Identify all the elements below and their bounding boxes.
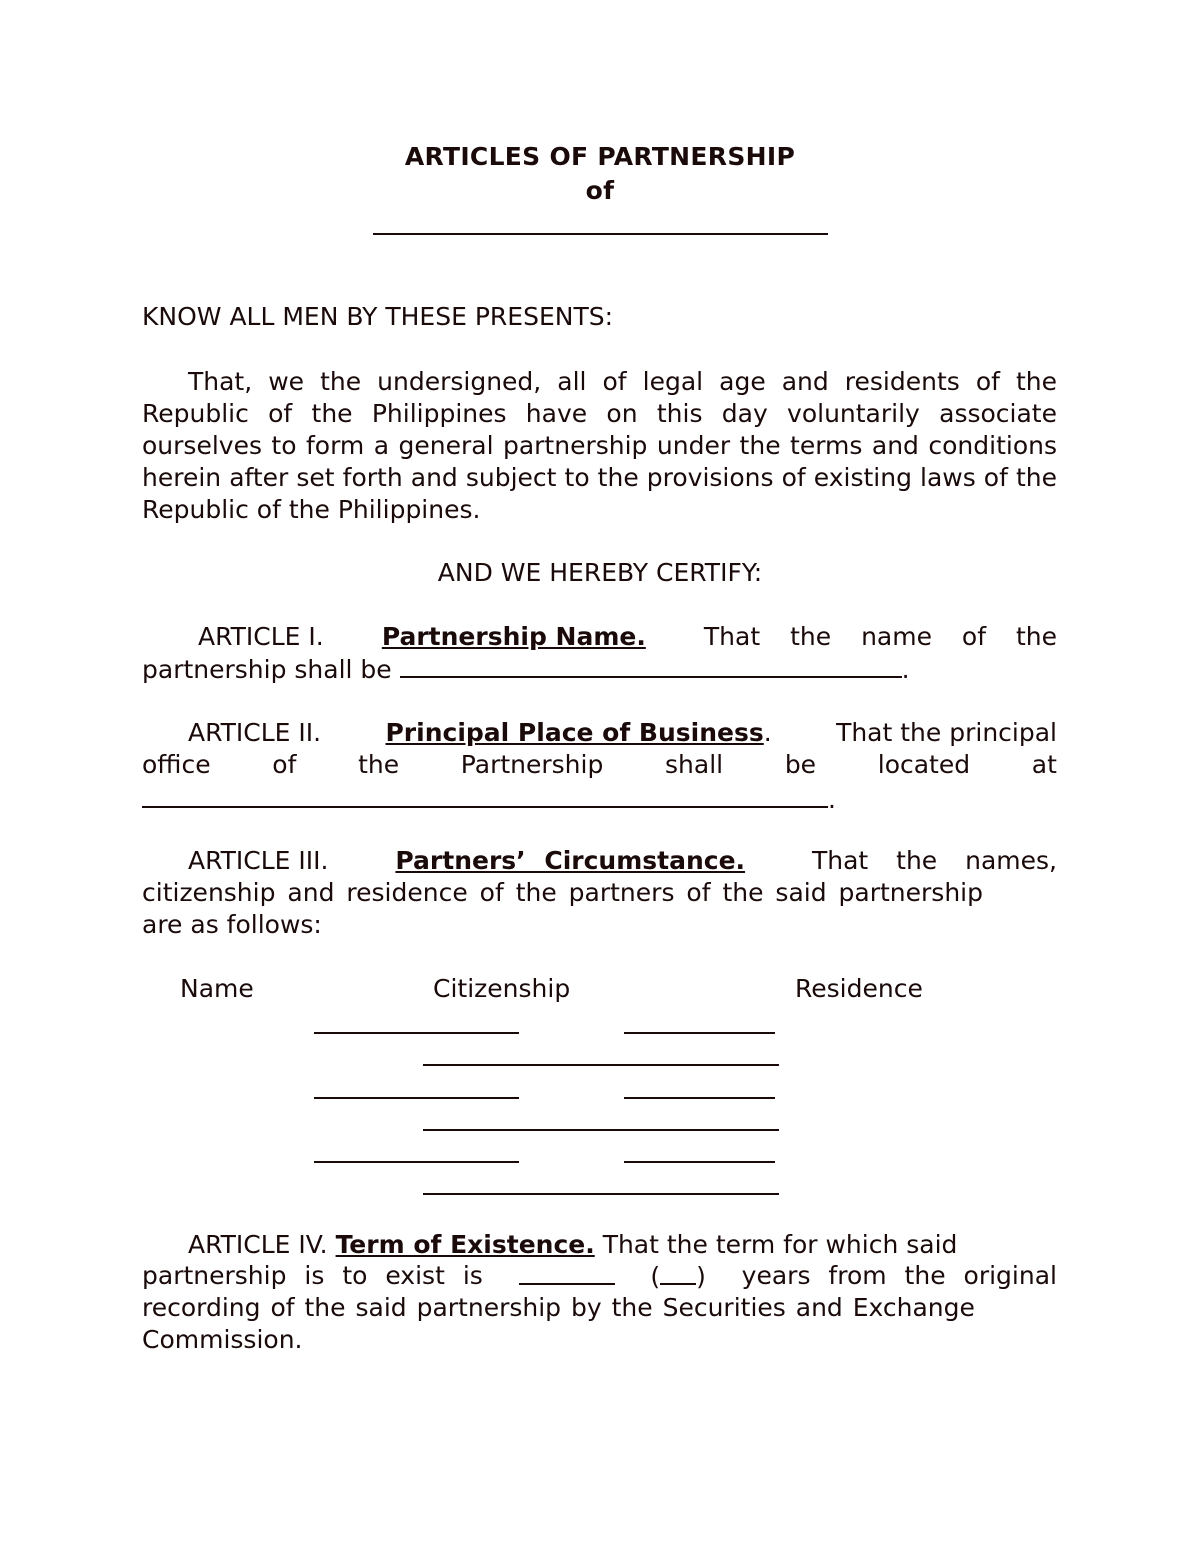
certify-heading: AND WE HEREBY CERTIFY:: [437, 558, 763, 587]
partner-3-citizenship-blank[interactable]: [624, 1161, 775, 1163]
article-3-heading: Partners’ Circumstance.: [395, 846, 746, 875]
article-3-line-2: citizenship and residence of the partners of the said partnership: [142, 878, 983, 907]
article-4-text-a: That the term for which said: [602, 1230, 958, 1259]
column-header-residence: Residence: [795, 974, 923, 1003]
article-4-line-4: Commission.: [142, 1325, 303, 1354]
article-1-text-a: That the name of the: [703, 622, 1057, 651]
partnership-name-field[interactable]: [400, 654, 902, 678]
document-title: ARTICLES OF PARTNERSHIP: [404, 142, 796, 171]
article-3-label: ARTICLE III.: [188, 846, 329, 875]
article-1-heading: Partnership Name.: [381, 622, 646, 651]
article-2-word: of: [272, 750, 297, 779]
article-4-line-3: recording of the said partnership by the Securities and Exchange: [142, 1293, 975, 1322]
opening-paragraph: That, we the undersigned, all of legal age and residents of the Republic of the Philippines have on this day voluntarily associate ourselves to form a general partnership under the terms and conditions herein after set forth and subject to the provisions of existing laws of the Republic of the Philippines.: [142, 367, 1057, 524]
article-3-line-3: are as follows:: [142, 910, 322, 939]
article-2-sep: .: [763, 718, 772, 747]
article-2-word: the: [358, 750, 400, 779]
article-2-heading: Principal Place of Business: [385, 718, 764, 747]
article-2-word: at: [1031, 750, 1057, 779]
column-header-citizenship: Citizenship: [433, 974, 571, 1003]
article-1-line-2: [142, 654, 910, 684]
article-3-text-a: That the names,: [811, 846, 1057, 875]
partner-1-name-blank[interactable]: [314, 1032, 519, 1034]
article-2-text-a: That the principal: [836, 718, 1057, 747]
article-2-line-3: [142, 784, 836, 814]
article-2-word: be: [784, 750, 817, 779]
intro-heading: KNOW ALL MEN BY THESE PRESENTS:: [142, 302, 614, 331]
article-2-line-2: [142, 750, 1057, 779]
article-2-word: Partnership: [460, 750, 604, 779]
partner-1-citizenship-blank[interactable]: [624, 1032, 775, 1034]
column-header-name: Name: [180, 974, 254, 1003]
article-4-heading: Term of Existence.: [335, 1230, 595, 1259]
article-4-paren-close: ): [696, 1262, 706, 1291]
partner-3-residence-blank[interactable]: [423, 1193, 779, 1195]
article-4-text-b1: partnership is to exist is: [142, 1261, 483, 1290]
article-1-end: .: [901, 655, 910, 684]
article-2-label: ARTICLE II.: [188, 718, 322, 747]
article-2-word: shall: [665, 750, 724, 779]
article-1-text-b: partnership shall be: [142, 655, 392, 684]
article-2-line-1: [188, 718, 1057, 747]
article-4-line-1: [188, 1230, 957, 1259]
term-number-field[interactable]: [660, 1261, 696, 1285]
partner-3-name-blank[interactable]: [314, 1161, 519, 1163]
partner-2-name-blank[interactable]: [314, 1097, 519, 1099]
partner-2-citizenship-blank[interactable]: [624, 1097, 775, 1099]
partnership-name-blank[interactable]: [373, 233, 828, 235]
principal-office-field[interactable]: [142, 784, 828, 808]
article-2-word: office: [142, 750, 211, 779]
term-words-field[interactable]: [519, 1261, 615, 1285]
article-3-line-1: [188, 846, 1057, 875]
article-4-text-b4: years from the original: [741, 1261, 1057, 1290]
article-2-end: .: [828, 785, 836, 814]
partner-1-residence-blank[interactable]: [423, 1064, 779, 1066]
article-2-word: located: [877, 750, 971, 779]
partner-2-residence-blank[interactable]: [423, 1129, 779, 1131]
article-4-paren-open: (: [650, 1262, 661, 1291]
article-1-label: ARTICLE I.: [198, 622, 324, 651]
article-4-label: ARTICLE IV.: [188, 1230, 328, 1259]
document-title-of: of: [585, 176, 615, 205]
article-1-line-1: [198, 622, 1057, 651]
article-4-line-2: [142, 1261, 1057, 1291]
